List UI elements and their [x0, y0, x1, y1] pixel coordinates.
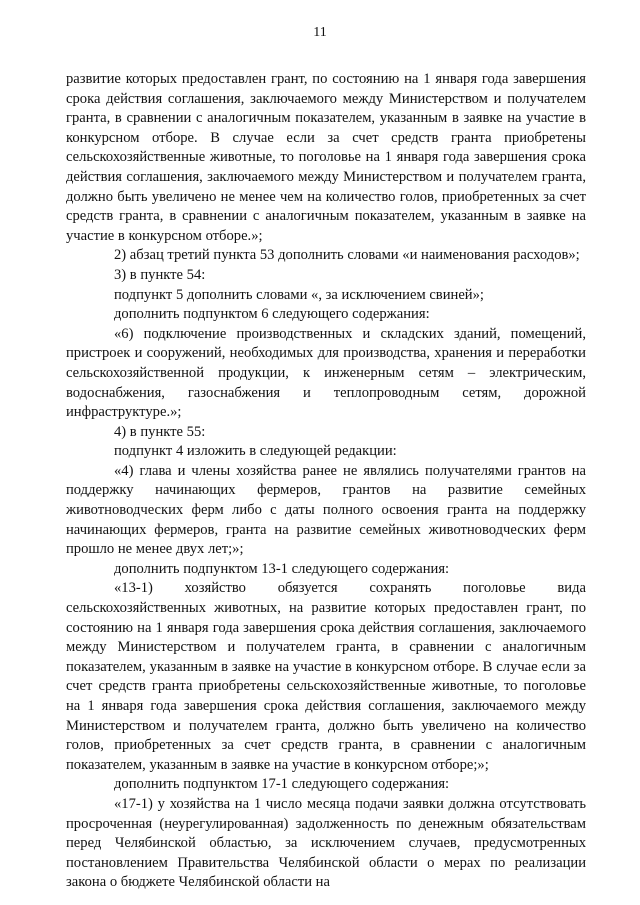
paragraph: «17-1) у хозяйства на 1 число месяца подачи заявки должна отсутствовать просроченная (неурегулированная) задолженность по денежным обязательствам перед Челябинской областью, за исключением случаев, предусмотренных постановлением Правительства Челябинской области о мерах по реализации закона о бюджете Челябинской области на: [66, 795, 586, 891]
paragraph: «13-1) хозяйство обязуется сохранять поголовье вида сельскохозяйственных животных, на развитие которых предоставлен грант, по состоянию на 1 января года завершения срока действия соглашения, заключаемого между Министерством и получателем гранта, в сравнении с аналогичным показателем, указанным в заявке на участие в конкурсном отборе. В случае если за счет средств гранта приобретены сельскохозяйственные животные, то поголовье на 1 января года завершения срока действия соглашения, заключаемого между Министерством и получателем гранта, должно быть увеличено на количество голов, приобретенных за счет средств гранта, в сравнении с аналогичным показателем, указанным в заявке на участие в конкурсном отборе;»;: [66, 580, 586, 773]
paragraph: дополнить подпунктом 13-1 следующего содержания:: [114, 560, 450, 577]
document-body: [66, 70, 586, 893]
paragraph: дополнить подпунктом 17-1 следующего содержания:: [114, 776, 450, 793]
paragraph: дополнить подпунктом 6 следующего содержания:: [114, 306, 430, 323]
paragraph: 3) в пункте 54:: [114, 266, 206, 283]
paragraph: подпункт 5 дополнить словами «, за исключением свиней»;: [114, 286, 484, 303]
paragraph: подпункт 4 изложить в следующей редакции:: [114, 443, 397, 460]
paragraph: развитие которых предоставлен грант, по состоянию на 1 января года завершения срока действия соглашения, заключаемого между Министерством и получателем гранта, в сравнении с аналогичным показателем, указанным в заявке на участие в конкурсном отборе. В случае если за счет средств гранта приобретены сельскохозяйственные животные, то поголовье на 1 января года завершения срока действия соглашения, заключаемого между Министерством и получателем гранта, должно быть увеличено не менее чем на количество голов, приобретенных за счет средств гранта, в сравнении с аналогичным показателем, указанным в заявке на участие в конкурсном отборе.»;: [66, 71, 586, 244]
paragraph: «6) подключение производственных и складских зданий, помещений, пристроек и сооружений, необходимых для производства, хранения и переработки сельскохозяйственной продукции, к инженерным сетям – электрическим, водоснабжения, газоснабжения и теплопроводным сетям, дорожной инфраструктуре.»;: [66, 325, 586, 421]
paragraph: 2) абзац третий пункта 53 дополнить словами «и наименования расходов»;: [114, 247, 580, 264]
paragraph: «4) глава и члены хозяйства ранее не являлись получателями грантов на поддержку начинающих фермеров, грантов на развитие семейных животноводческих ферм либо с даты полного освоения гранта на поддержку начинающих фермеров, гранта на развитие семейных животноводческих ферм прошло не менее двух лет;»;: [66, 462, 586, 558]
paragraph: 4) в пункте 55:: [114, 423, 206, 440]
page-number: 11: [313, 25, 327, 40]
